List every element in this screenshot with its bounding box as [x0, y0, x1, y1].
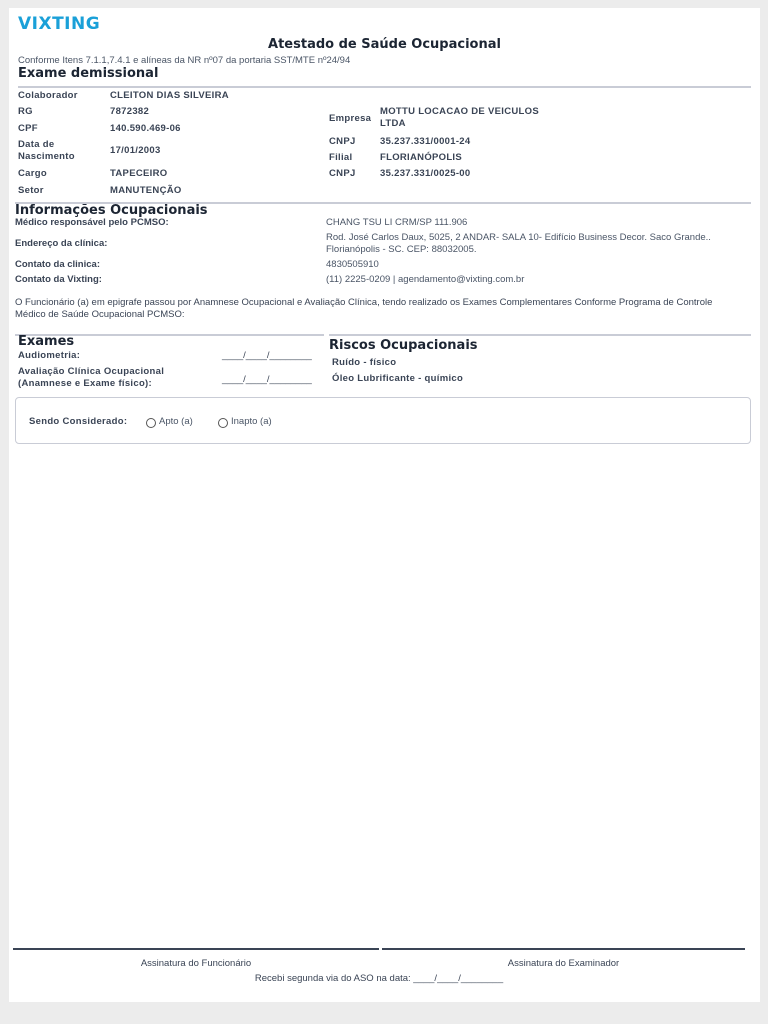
endereco-value: Rod. José Carlos Daux, 5025, 2 ANDAR- SALA 10- Edifício Business Decor. Saco Grande.. Florianópolis - SC. CEP: 88032005. [326, 232, 711, 255]
exam-clinica-label: Avaliação Clínica Ocupacional (Anamnese e Exame físico): [18, 366, 165, 389]
cnpj-filial-label: CNPJ [329, 168, 356, 179]
rg-value: 7872382 [110, 106, 150, 117]
risk-item: Óleo Lubrificante - químico [332, 373, 464, 384]
medico-value: CHANG TSU LI CRM/SP 111.906 [326, 217, 468, 228]
empresa-value: MOTTU LOCACAO DE VEICULOS LTDA [380, 106, 539, 129]
endereco-label: Endereço da clínica: [15, 238, 108, 249]
receipt-line: Recebi segunda via do ASO na data: ____/____/________ [254, 973, 504, 984]
verdict-label: Sendo Considerado: [29, 416, 128, 427]
contato-vixting-label: Contato da Vixting: [15, 274, 102, 285]
risks-heading: Riscos Ocupacionais [329, 338, 478, 353]
exams-heading: Exames [18, 334, 75, 349]
vixting-logo [18, 14, 100, 34]
filial-value: FLORIANÓPOLIS [380, 152, 463, 163]
divider [18, 86, 751, 88]
cnpj-filial-value: 35.237.331/0025-00 [380, 168, 471, 179]
examiner-signature-label: Assinatura do Examinador [507, 958, 620, 969]
cargo-value: TAPECEIRO [110, 168, 168, 179]
medico-label: Médico responsável pelo PCMSO: [15, 217, 169, 228]
nascimento-value: 17/01/2003 [110, 145, 161, 156]
exam-audiometria-label: Audiometria: [18, 350, 81, 361]
filial-label: Filial [329, 152, 353, 163]
exam-clinica-date: ____/____/________ [222, 374, 312, 385]
statement-paragraph: O Funcionário (a) em epigrafe passou por Anamnese Ocupacional e Avaliação Clínica, tendo realizado os Exames Complementares Conforme Programa de Controle Médico de Saúde Ocupacional PCMSO: [15, 297, 713, 320]
setor-value: MANUTENÇÃO [110, 185, 182, 196]
inapto-radio[interactable] [218, 418, 228, 428]
colaborador-label: Colaborador [18, 90, 78, 101]
rg-label: RG [18, 106, 33, 117]
inapto-label[interactable]: Inapto (a) [231, 416, 272, 427]
document-subtitle: Conforme Itens 7.1.1,7.4.1 e alíneas da NR nº07 da portaria SST/MTE nº24/94 [18, 55, 351, 66]
apto-radio[interactable] [146, 418, 156, 428]
employee-signature-label: Assinatura do Funcionário [140, 958, 252, 969]
document-title: Atestado de Saúde Ocupacional [268, 37, 501, 52]
nascimento-label: Data de Nascimento [18, 139, 75, 162]
employee-signature-line [13, 948, 379, 950]
setor-label: Setor [18, 185, 44, 196]
cpf-label: CPF [18, 123, 38, 134]
divider [329, 334, 751, 336]
risk-item: Ruído - físico [332, 357, 397, 368]
cargo-label: Cargo [18, 168, 47, 179]
aso-document [9, 8, 760, 1002]
exam-audiometria-date: ____/____/________ [222, 350, 312, 361]
contato-clinica-value: 4830505910 [326, 259, 379, 270]
apto-label[interactable]: Apto (a) [159, 416, 193, 427]
verdict-box [15, 397, 751, 444]
examiner-signature-line [382, 948, 745, 950]
empresa-label: Empresa [329, 113, 372, 124]
cpf-value: 140.590.469-06 [110, 123, 181, 134]
cnpj-label: CNPJ [329, 136, 356, 147]
colaborador-value: CLEITON DIAS SILVEIRA [110, 90, 229, 101]
contato-vixting-value: (11) 2225-0209 | agendamento@vixting.com.br [326, 274, 525, 285]
contato-clinica-label: Contato da clinica: [15, 259, 100, 270]
exam-type-heading: Exame demissional [18, 66, 159, 81]
logo-text: VIXTING [18, 14, 101, 34]
cnpj-value: 35.237.331/0001-24 [380, 136, 471, 147]
occupational-heading: Informações Ocupacionais [15, 203, 208, 218]
